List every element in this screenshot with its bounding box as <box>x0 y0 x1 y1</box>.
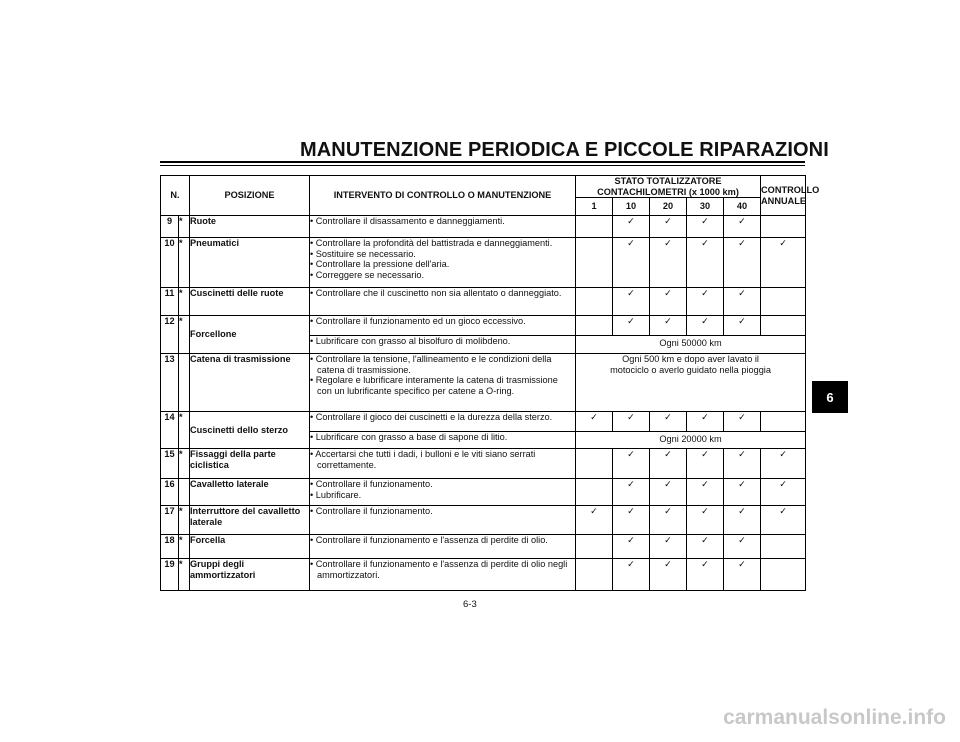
row-star: * <box>179 535 190 559</box>
check-icon: ✓ <box>627 449 635 459</box>
row-number: 15 <box>161 449 179 479</box>
check-icon: ✓ <box>664 288 672 298</box>
row-number: 16 <box>161 479 179 506</box>
check-icon: ✓ <box>627 316 635 326</box>
check-icon: ✓ <box>664 216 672 226</box>
check-icon: ✓ <box>779 449 787 459</box>
page-number: 6-3 <box>463 599 477 610</box>
table-row <box>161 506 806 535</box>
col-n: N. <box>161 176 190 216</box>
check-cell <box>613 479 650 506</box>
check-icon: ✓ <box>627 506 635 516</box>
check-icon: ✓ <box>627 216 635 226</box>
check-cell <box>724 288 761 316</box>
check-cell <box>687 559 724 591</box>
check-cell <box>724 216 761 238</box>
check-icon: ✓ <box>701 449 709 459</box>
check-icon: ✓ <box>701 535 709 545</box>
check-cell <box>687 535 724 559</box>
check-cell <box>724 412 761 432</box>
check-icon: ✓ <box>738 479 746 489</box>
check-icon: ✓ <box>738 449 746 459</box>
row-star: * <box>179 449 190 479</box>
row-position: Pneumatici <box>190 238 310 288</box>
watermark: carmanualsonline.info <box>723 706 946 729</box>
check-icon: ✓ <box>779 479 787 489</box>
check-cell <box>613 316 650 336</box>
row-number: 9 <box>161 216 179 238</box>
intervention-line: • Controllare il funzionamento e l'assenza di perdite di olio negli ammortizzatori. <box>310 559 568 580</box>
row-position: Interruttore del cavalletto laterale <box>190 506 310 535</box>
check-cell <box>724 559 761 591</box>
intervention-line: • Lubrificare. <box>310 489 362 500</box>
check-cell <box>576 412 613 432</box>
check-cell <box>761 449 806 479</box>
km-10: 10 <box>613 198 650 216</box>
check-cell <box>724 506 761 535</box>
title-rule-thin <box>160 165 805 166</box>
intervention-cell <box>310 336 576 354</box>
table-row <box>161 354 806 412</box>
check-cell <box>724 535 761 559</box>
check-cell <box>761 506 806 535</box>
check-cell <box>687 479 724 506</box>
check-cell <box>613 559 650 591</box>
check-cell <box>687 449 724 479</box>
intervention-line: • Controllare il funzionamento. <box>310 479 433 489</box>
row-star: * <box>179 288 190 316</box>
check-cell <box>761 412 806 432</box>
check-icon: ✓ <box>664 412 672 422</box>
col-position: POSIZIONE <box>190 176 310 216</box>
check-cell <box>576 449 613 479</box>
check-cell <box>650 506 687 535</box>
check-cell <box>650 288 687 316</box>
check-icon: ✓ <box>664 535 672 545</box>
row-star: * <box>179 506 190 535</box>
check-cell <box>761 316 806 336</box>
intervention-cell <box>310 216 576 238</box>
title-rule <box>160 161 805 163</box>
row-number: 18 <box>161 535 179 559</box>
check-icon: ✓ <box>627 238 635 248</box>
check-icon: ✓ <box>779 238 787 248</box>
check-cell <box>687 412 724 432</box>
intervention-line: • Controllare il gioco dei cuscinetti e la durezza della sterzo. <box>310 412 553 422</box>
km-30: 30 <box>687 198 724 216</box>
maintenance-table <box>160 175 820 591</box>
intervention-line: • Controllare la pressione dell'aria. <box>310 259 450 269</box>
check-icon: ✓ <box>664 316 672 326</box>
check-icon: ✓ <box>738 238 746 248</box>
row-star <box>179 479 190 506</box>
row-star: * <box>179 316 190 354</box>
check-icon: ✓ <box>701 216 709 226</box>
check-cell <box>724 238 761 288</box>
table-row <box>161 535 806 559</box>
col-odometer: STATO TOTALIZZATORE CONTACHILOMETRI (x 1000 km) <box>576 176 761 198</box>
check-icon: ✓ <box>738 506 746 516</box>
row-star <box>179 354 190 412</box>
row-number: 12 <box>161 316 179 354</box>
table-row <box>161 412 806 432</box>
intervention-line: • Regolare e lubrificare interamente la catena di trasmissione con un lubrificante specifico per catene a O-ring. <box>310 375 558 396</box>
check-cell <box>613 288 650 316</box>
intervention-cell <box>310 432 576 449</box>
check-cell <box>761 288 806 316</box>
check-icon: ✓ <box>664 238 672 248</box>
check-cell <box>687 316 724 336</box>
check-cell <box>761 559 806 591</box>
check-cell <box>576 238 613 288</box>
row-number: 13 <box>161 354 179 412</box>
check-icon: ✓ <box>701 479 709 489</box>
row-position: Forcella <box>190 535 310 559</box>
check-icon: ✓ <box>627 535 635 545</box>
check-cell <box>576 479 613 506</box>
check-icon: ✓ <box>738 559 746 569</box>
check-cell <box>650 216 687 238</box>
row-number: 17 <box>161 506 179 535</box>
check-cell <box>576 288 613 316</box>
row-number: 10 <box>161 238 179 288</box>
col-annual: CONTROLLO ANNUALE <box>761 176 806 216</box>
check-cell <box>613 412 650 432</box>
table-row <box>161 316 806 336</box>
check-cell <box>576 506 613 535</box>
table-row <box>161 449 806 479</box>
check-icon: ✓ <box>738 316 746 326</box>
row-star: * <box>179 216 190 238</box>
row-star: * <box>179 559 190 591</box>
check-icon: ✓ <box>701 559 709 569</box>
table-row <box>161 559 806 591</box>
check-icon: ✓ <box>779 506 787 516</box>
check-icon: ✓ <box>664 479 672 489</box>
check-icon: ✓ <box>627 559 635 569</box>
table-row <box>161 216 806 238</box>
intervention-cell <box>310 449 576 479</box>
check-icon: ✓ <box>590 412 598 422</box>
km-40: 40 <box>724 198 761 216</box>
intervention-line: • Sostituire se necessario. <box>310 248 416 259</box>
intervention-line: • Accertarsi che tutti i dadi, i bulloni e le viti siano serrati correttamente. <box>310 449 536 470</box>
col-intervention: INTERVENTO DI CONTROLLO O MANUTENZIONE <box>310 176 576 216</box>
check-cell <box>687 216 724 238</box>
row-position: Ruote <box>190 216 310 238</box>
check-cell <box>650 449 687 479</box>
check-icon: ✓ <box>738 535 746 545</box>
intervention-line: • Lubrificare con grasso al bisolfuro di molibdeno. <box>310 336 511 346</box>
check-icon: ✓ <box>738 288 746 298</box>
check-cell <box>576 316 613 336</box>
intervention-line: • Correggere se necessario. <box>310 269 425 280</box>
row-star: * <box>179 238 190 288</box>
intervention-cell <box>310 316 576 336</box>
check-icon: ✓ <box>701 412 709 422</box>
check-cell <box>650 412 687 432</box>
km-20: 20 <box>650 198 687 216</box>
intervention-line: • Lubrificare con grasso a base di sapone di litio. <box>310 432 508 442</box>
intervention-cell <box>310 535 576 559</box>
check-cell <box>687 238 724 288</box>
page-title: MANUTENZIONE PERIODICA E PICCOLE RIPARAZIONI <box>300 139 829 161</box>
intervention-cell <box>310 479 576 506</box>
table-body <box>161 216 806 591</box>
check-cell <box>650 238 687 288</box>
check-cell <box>687 288 724 316</box>
check-icon: ✓ <box>701 238 709 248</box>
check-cell <box>761 238 806 288</box>
row-number: 19 <box>161 559 179 591</box>
intervention-cell <box>310 506 576 535</box>
row-position: Fissaggi della parte ciclistica <box>190 449 310 479</box>
check-cell <box>650 535 687 559</box>
intervention-line: • Controllare il disassamento e danneggiamenti. <box>310 216 505 226</box>
check-cell <box>613 216 650 238</box>
check-icon: ✓ <box>590 506 598 516</box>
check-cell <box>761 535 806 559</box>
intervention-line: • Controllare la tensione, l'allineamento e le condizioni della catena di trasmissione. <box>310 354 552 375</box>
row-position: Forcellone <box>190 316 310 354</box>
check-icon: ✓ <box>627 479 635 489</box>
check-cell <box>724 316 761 336</box>
intervention-line: • Controllare il funzionamento ed un gioco eccessivo. <box>310 316 526 326</box>
intervention-cell <box>310 412 576 432</box>
intervention-cell <box>310 288 576 316</box>
check-icon: ✓ <box>701 288 709 298</box>
intervention-line: • Controllare il funzionamento e l'assenza di perdite di olio. <box>310 535 548 545</box>
row-star: * <box>179 412 190 449</box>
check-cell <box>724 479 761 506</box>
check-cell <box>613 238 650 288</box>
intervention-line: • Controllare che il cuscinetto non sia allentato o danneggiato. <box>310 288 562 298</box>
check-icon: ✓ <box>627 412 635 422</box>
check-cell <box>650 479 687 506</box>
check-icon: ✓ <box>701 316 709 326</box>
intervention-cell <box>310 354 576 412</box>
check-cell <box>761 216 806 238</box>
check-cell <box>613 449 650 479</box>
row-number: 11 <box>161 288 179 316</box>
check-cell <box>576 559 613 591</box>
table-row <box>161 288 806 316</box>
check-icon: ✓ <box>701 506 709 516</box>
row-position: Cuscinetti delle ruote <box>190 288 310 316</box>
intervention-cell <box>310 238 576 288</box>
check-icon: ✓ <box>627 288 635 298</box>
check-icon: ✓ <box>664 506 672 516</box>
interval-cell: Ogni 20000 km <box>576 432 806 449</box>
section-tab[interactable]: 6 <box>812 381 848 413</box>
table-row <box>161 479 806 506</box>
row-position: Cuscinetti dello sterzo <box>190 412 310 449</box>
check-cell <box>761 479 806 506</box>
check-cell <box>687 506 724 535</box>
intervention-line: • Controllare il funzionamento. <box>310 506 433 516</box>
check-cell <box>613 506 650 535</box>
intervention-line: • Controllare la profondità del battistrada e danneggiamenti. <box>310 238 553 248</box>
check-cell <box>576 535 613 559</box>
check-cell <box>650 559 687 591</box>
km-1: 1 <box>576 198 613 216</box>
row-position: Gruppi degli ammortizzatori <box>190 559 310 591</box>
check-icon: ✓ <box>738 412 746 422</box>
check-cell <box>576 216 613 238</box>
check-icon: ✓ <box>738 216 746 226</box>
check-cell <box>650 316 687 336</box>
interval-cell: Ogni 500 km e dopo aver lavato il motociclo o averlo guidato nella pioggia <box>576 354 806 412</box>
intervention-cell <box>310 559 576 591</box>
table-row <box>161 238 806 288</box>
check-icon: ✓ <box>664 449 672 459</box>
interval-cell: Ogni 50000 km <box>576 336 806 354</box>
check-icon: ✓ <box>664 559 672 569</box>
check-cell <box>613 535 650 559</box>
row-position: Cavalletto laterale <box>190 479 310 506</box>
row-number: 14 <box>161 412 179 449</box>
row-position: Catena di trasmissione <box>190 354 310 412</box>
check-cell <box>724 449 761 479</box>
